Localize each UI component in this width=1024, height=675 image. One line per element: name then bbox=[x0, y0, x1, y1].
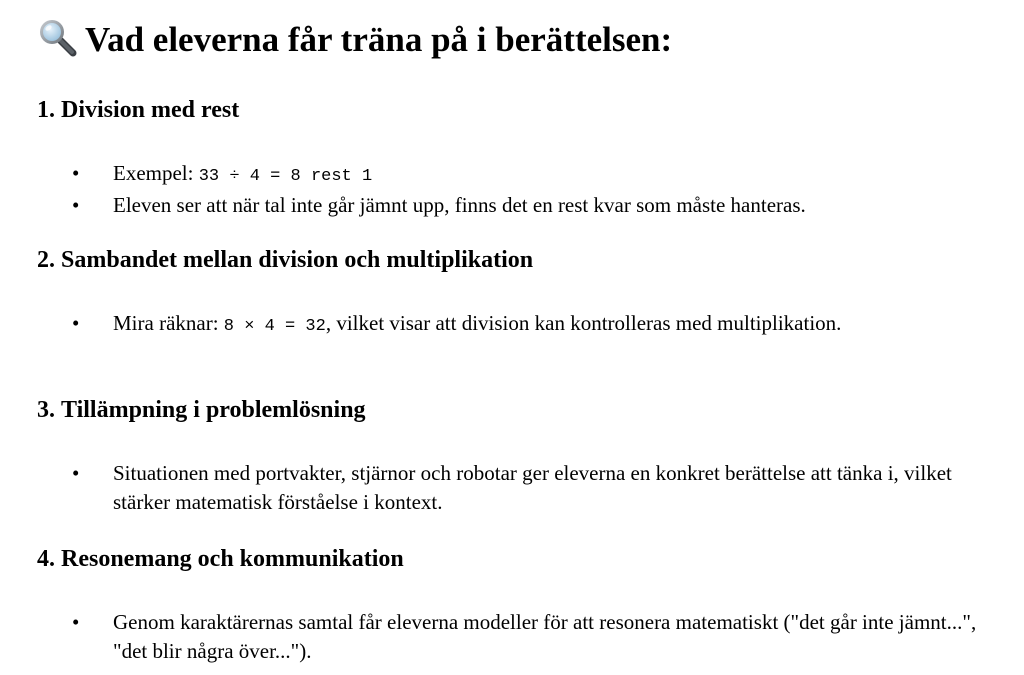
list-item-text: Eleven ser att när tal inte går jämnt upp, finns det en rest kvar som måste hanteras. bbox=[113, 193, 806, 217]
section-resonemang bbox=[37, 544, 1007, 666]
section-number: 3. bbox=[37, 397, 55, 423]
bullet-list bbox=[37, 309, 1007, 341]
section-heading bbox=[37, 95, 1007, 125]
list-item bbox=[37, 159, 1007, 191]
section-heading bbox=[37, 245, 1007, 275]
list-item-text: Mira räknar: bbox=[113, 311, 224, 335]
list-item bbox=[37, 459, 1007, 517]
magnifying-glass-icon bbox=[37, 17, 77, 57]
section-number: 4. bbox=[37, 546, 55, 572]
bullet-list bbox=[37, 608, 1007, 666]
bullet-icon: • bbox=[72, 161, 80, 185]
inline-code: 8 × 4 = 32 bbox=[223, 317, 326, 336]
inline-code: 33 ÷ 4 = 8 rest 1 bbox=[198, 167, 373, 186]
section-number: 2. bbox=[37, 247, 55, 273]
section-tillampning bbox=[37, 395, 1007, 517]
list-item bbox=[37, 608, 1007, 666]
bullet-list bbox=[37, 159, 1007, 220]
page-title bbox=[37, 0, 1024, 66]
section-heading bbox=[37, 395, 1007, 425]
list-item-text: Exempel: bbox=[113, 161, 199, 185]
section-heading-text: Tillämpning i problemlösning bbox=[61, 397, 366, 423]
bullet-icon: • bbox=[72, 610, 80, 634]
list-item-text: Genom karaktärernas samtal får eleverna modeller för att resonera matematiskt ("det går inte jämnt...", "det blir några över..."). bbox=[113, 610, 977, 663]
section-number: 1. bbox=[37, 97, 55, 123]
section-division-med-rest bbox=[37, 95, 1007, 220]
section-heading-text: Resonemang och kommunikation bbox=[61, 546, 404, 572]
page-title-text: Vad eleverna får träna på i berättelsen: bbox=[85, 20, 673, 59]
bullet-icon: • bbox=[72, 461, 80, 485]
bullet-icon: • bbox=[72, 193, 80, 217]
bullet-list bbox=[37, 459, 1007, 517]
section-heading-text: Sambandet mellan division och multiplikation bbox=[61, 247, 534, 273]
list-item bbox=[37, 191, 1007, 220]
list-item bbox=[37, 309, 1007, 341]
bullet-icon: • bbox=[72, 311, 80, 335]
list-item-text: Situationen med portvakter, stjärnor och robotar ger eleverna en konkret berättelse att tänka i, vilket stärker matematisk förståelse i kontext. bbox=[113, 461, 952, 514]
section-sambandet bbox=[37, 245, 1007, 341]
section-heading-text: Division med rest bbox=[61, 97, 240, 123]
section-heading bbox=[37, 544, 1007, 574]
list-item-text-suffix: , vilket visar att division kan kontrolleras med multiplikation. bbox=[325, 311, 842, 335]
